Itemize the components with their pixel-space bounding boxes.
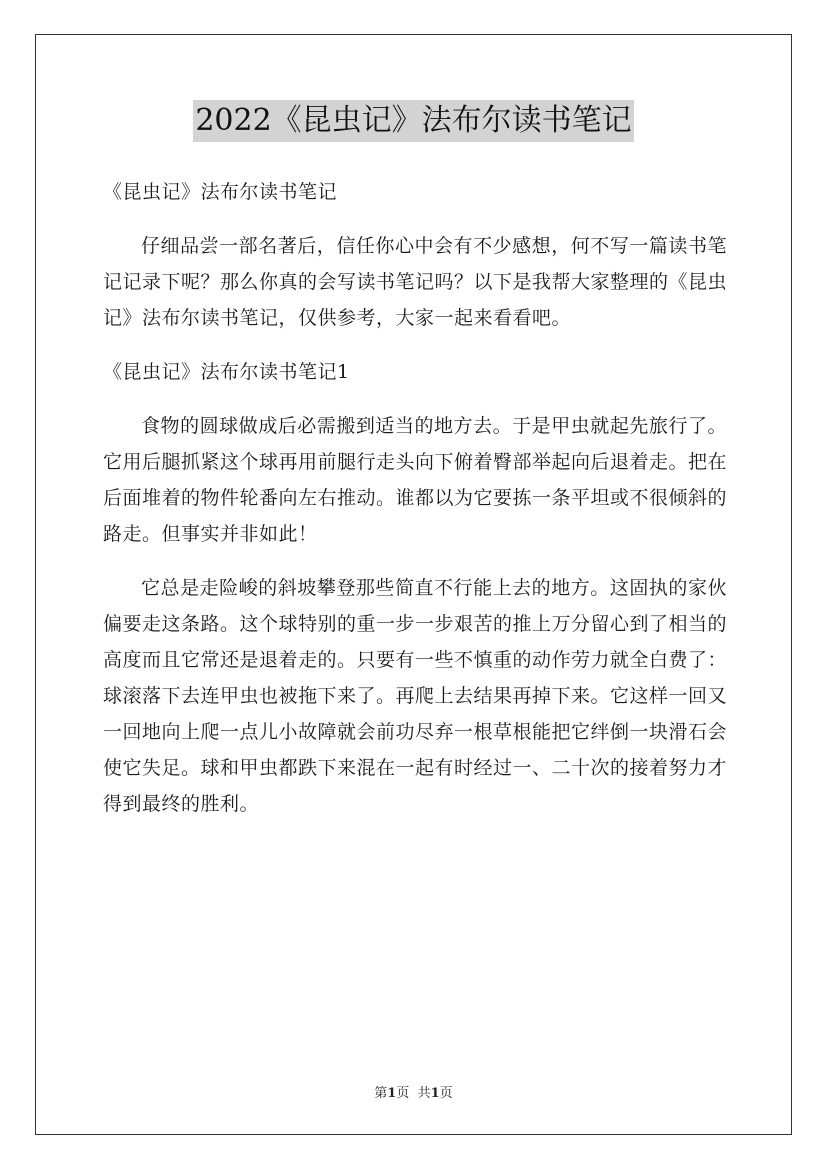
page-number: 1 — [387, 1086, 397, 1101]
document-body — [103, 174, 727, 840]
section-heading: 《昆虫记》法布尔读书笔记1 — [103, 361, 350, 383]
body-paragraph-1: 食物的圆球做成后必需搬到适当的地方去。于是甲虫就起先旅行了。它用后腿抓紧这个球再用前腿行走头向下俯着臀部举起向后退着走。把在后面堆着的物件轮番向左右推动。谁都以为它要拣一条平坦或不很倾斜的路走。但事实并非如此！ — [103, 415, 728, 545]
page-footer — [0, 1082, 827, 1101]
page-prefix: 第 — [374, 1086, 388, 1101]
total-pages: 1 — [430, 1086, 440, 1101]
total-prefix: 共 — [417, 1086, 431, 1101]
intro-paragraph: 仔细品尝一部名著后，信任你心中会有不少感想，何不写一篇读书笔记记录下呢？那么你真的会写读书笔记吗？以下是我帮大家整理的《昆虫记》法布尔读书笔记，仅供参考，大家一起来看看吧。 — [103, 235, 728, 329]
page-suffix: 页 — [396, 1086, 410, 1101]
document-subtitle: 《昆虫记》法布尔读书笔记 — [103, 181, 338, 203]
title-container — [0, 100, 827, 142]
document-title: 2022《昆虫记》法布尔读书笔记 — [193, 100, 633, 142]
body-paragraph-2: 它总是走险峻的斜坡攀登那些简直不行能上去的地方。这固执的家伙偏要走这条路。这个球特别的重一步一步艰苦的推上万分留心到了相当的高度而且它常还是退着走的。只要有一些不慎重的动作劳力就全白费了：球滚落下去连甲虫也被拖下来了。再爬上去结果再掉下来。它这样一回又一回地向上爬一点儿小故障就会前功尽弃一根草根能把它绊倒一块滑石会使它失足。球和甲虫都跌下来混在一起有时经过一、二十次的接着努力才得到最终的胜利。 — [103, 577, 728, 815]
total-suffix: 页 — [439, 1086, 453, 1101]
